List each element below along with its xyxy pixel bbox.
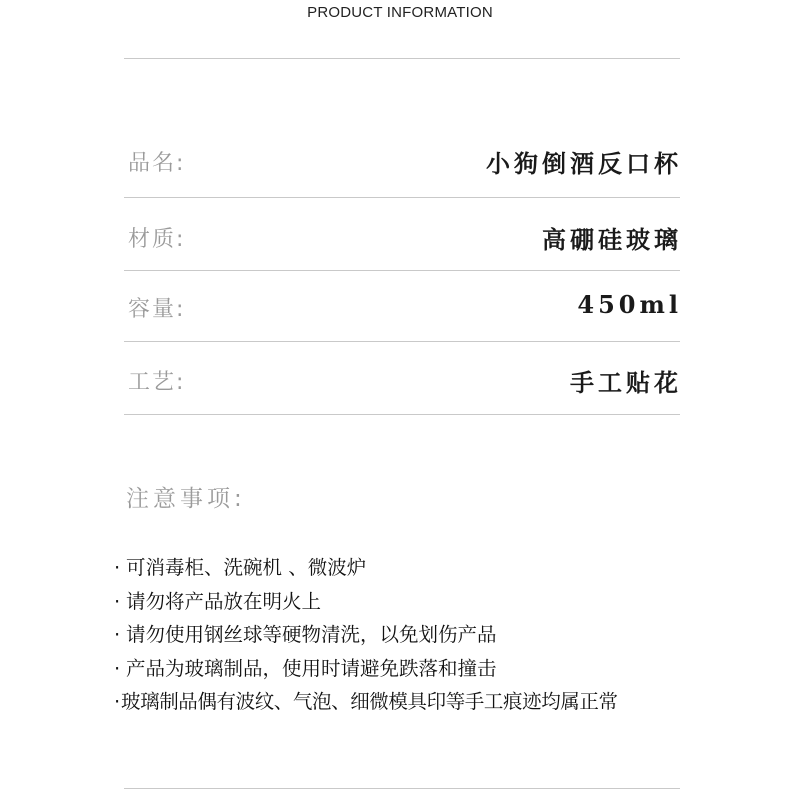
- note-text: 请勿使用钢丝球等硬物清洗，以免划伤产品: [126, 623, 497, 646]
- note-text: 玻璃制品偶有波纹、气泡、细微模具印等手工痕迹均属正常: [121, 690, 618, 713]
- spec-value: 高硼硅玻璃: [542, 225, 682, 254]
- spec-value: 手工贴花: [570, 368, 682, 397]
- notes-list: [114, 552, 618, 720]
- list-item: [114, 586, 618, 620]
- bullet-icon: ·: [114, 623, 121, 646]
- divider: [124, 788, 680, 789]
- notes-title: 注意事项:: [126, 486, 246, 512]
- list-item: [114, 552, 618, 586]
- list-item: [114, 653, 618, 687]
- spec-value: 小狗倒酒反口杯: [486, 149, 682, 178]
- bullet-icon: ·: [114, 656, 121, 680]
- bullet-icon: ·: [114, 589, 121, 613]
- divider: [124, 58, 680, 59]
- spec-label: 容量:: [128, 297, 186, 322]
- divider: [124, 270, 680, 271]
- spec-row-capacity: [124, 286, 680, 326]
- section-title: PRODUCT INFORMATION: [307, 4, 493, 21]
- divider: [124, 341, 680, 342]
- spec-value: 450ml: [577, 290, 682, 319]
- list-item: [114, 686, 618, 720]
- spec-row-name: [124, 140, 680, 180]
- note-text: 产品为玻璃制品，使用时请避免跌落和撞击: [126, 656, 497, 680]
- note-text: 可消毒柜、洗碗机 、微波炉: [126, 556, 367, 579]
- note-text: 请勿将产品放在明火上: [126, 589, 322, 613]
- bullet-icon: ·: [114, 556, 121, 579]
- divider: [124, 197, 680, 198]
- spec-row-material: [124, 216, 680, 256]
- spec-label: 品名:: [128, 151, 186, 176]
- list-item: [114, 619, 618, 653]
- bullet-icon: ·: [114, 690, 120, 713]
- spec-label: 工艺:: [128, 370, 186, 395]
- spec-row-craft: [124, 359, 680, 399]
- spec-label: 材质:: [128, 227, 186, 252]
- divider: [124, 414, 680, 415]
